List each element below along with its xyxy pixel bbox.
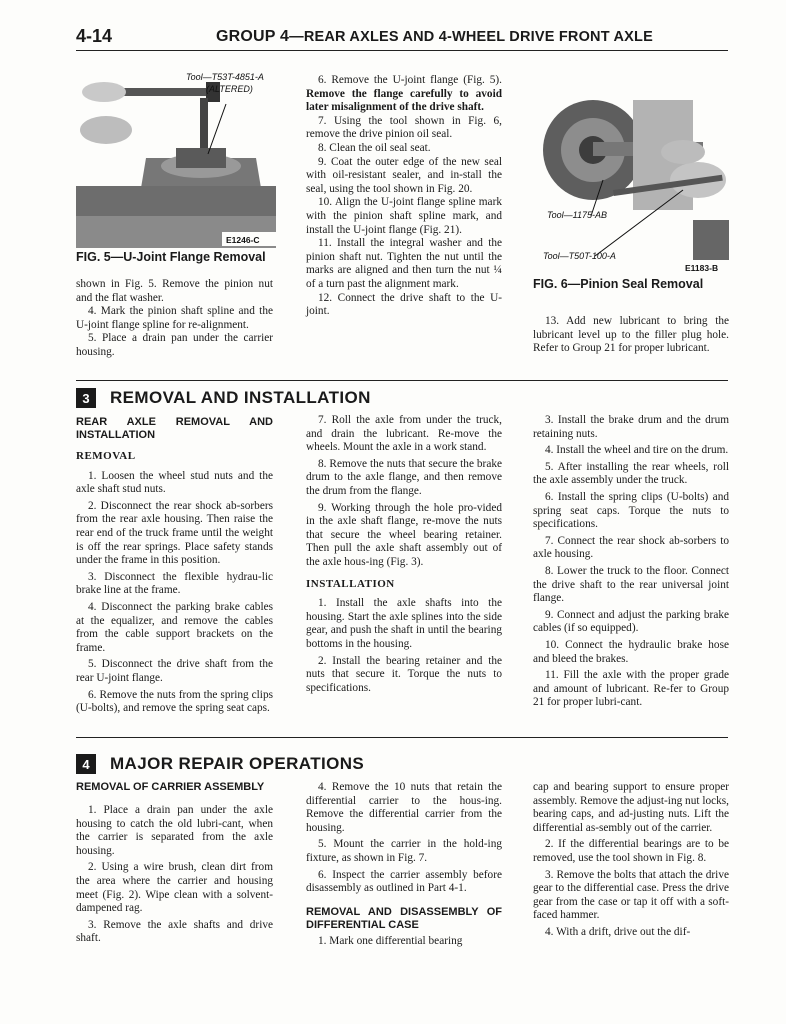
section-4-title: MAJOR REPAIR OPERATIONS <box>110 754 365 773</box>
paragraph: 1. Loosen the wheel stud nuts and the axle shaft stud nuts. <box>76 469 273 496</box>
section-4-number: 4 <box>76 754 96 774</box>
paragraph: 4. Install the wheel and tire on the drum. <box>545 444 729 457</box>
subhead-removal: REMOVAL <box>76 450 136 462</box>
paragraph: 6. Inspect the carrier assembly before disassembly as outlined in Part 4-1. <box>306 868 502 895</box>
page-number: 4-14 <box>76 26 113 46</box>
paragraph: 2. Disconnect the rear shock ab-sorbers from the rear axle housing. Then raise the rear end of the truck frame until the weight is off the rear springs. Place safety stands under the frame in this position. <box>76 499 273 567</box>
paragraph: 6. Install the spring clips (U-bolts) and spring seat caps. Torque the nuts to specifications. <box>533 490 729 531</box>
paragraph: 8. Clean the oil seal seat. <box>318 141 431 154</box>
section-3-number: 3 <box>76 388 96 408</box>
paragraph: 4. With a drift, drive out the dif- <box>545 925 691 938</box>
group-title <box>216 28 653 46</box>
paragraph: 3. Remove the axle shafts and drive shaft. <box>76 918 273 945</box>
paragraph: 6. Remove the nuts from the spring clips (U-bolts), and remove the spring seat caps. <box>76 688 273 715</box>
paragraph: 5. Mount the carrier in the hold-ing fixture, as shown in Fig. 7. <box>306 838 502 864</box>
paragraph: 4. Disconnect the parking brake cables at the equalizer, and remove the cables from the cable support brackets on the frame. <box>76 600 273 654</box>
section-4-col-2 <box>306 781 502 948</box>
paragraph: 7. Roll the axle from under the truck, and drain the lubricant. Re-move the wheels. Mount the axle in a work stand. <box>306 414 502 454</box>
fig6-tool-label-2: Tool—T50T-100-A <box>543 251 616 261</box>
section-3-rule <box>76 380 728 381</box>
paragraph: 9. Working through the hole pro-vided in the axle shaft flange, re-move the nuts that secure the wheel bearing retainer. Then pull the axle shaft assembly out of the axle hous-ing (Fig. 3). <box>306 501 502 568</box>
paragraph: shown in Fig. 5. Remove the pinion nut and the flat washer. <box>76 278 273 304</box>
paragraph: cap and bearing support to ensure proper assembly. Remove the adjust-ing nut locks, bearing caps, and ad-justing nuts. Lift the differential as-sembly out of the carrier. <box>533 781 729 834</box>
paragraph: 10. Align the U-joint flange spline mark with the pinion shaft spline mark, and install the U-joint flange (Fig. 21). <box>306 196 502 236</box>
paragraph: 2. Install the bearing retainer and the nuts that secure it. Torque the nuts to specifications. <box>306 654 502 694</box>
step-6-warning: Remove the flange carefully to avoid later misalignment of the drive shaft. <box>306 87 502 114</box>
fig6-illustration <box>533 70 729 274</box>
section-4-col-3 <box>533 781 729 940</box>
paragraph: 12. Connect the drive shaft to the U-joint. <box>306 291 502 318</box>
header-rule <box>76 50 728 51</box>
paragraph: 7. Using the tool shown in Fig. 6, remove the drive pinion oil seal. <box>306 114 502 141</box>
fig5-illustration <box>76 68 276 248</box>
paragraph <box>306 74 502 115</box>
section-3-col-2 <box>306 414 502 695</box>
section-3-heading <box>76 386 371 410</box>
paragraph: 11. Fill the axle with the proper grade and amount of lubricant. Re-fer to Group 21 for proper lubri-cant. <box>533 669 729 709</box>
paragraph: 10. Connect the hydraulic brake hose and bleed the brakes. <box>533 638 729 665</box>
page-header <box>76 26 728 50</box>
fig5-tool-label: Tool—T53T-4851-A <box>186 72 264 82</box>
section-3-col-1 <box>76 416 273 716</box>
fig5-caption: FIG. 5—U-Joint Flange Removal <box>76 250 266 264</box>
paragraph: 5. Place a drain pan under the carrier housing. <box>76 332 273 358</box>
subhead-installation: INSTALLATION <box>306 577 395 590</box>
paragraph: 4. Remove the 10 nuts that retain the differential carrier to the hous-ing. Remove the differential carrier from the housing. <box>306 781 502 834</box>
fig5-photo <box>76 68 276 248</box>
section-4-col-1 <box>76 781 273 946</box>
group-number: GROUP 4 <box>216 28 290 45</box>
paragraph: 11. Install the integral washer and the pinion shaft nut. Tighten the nut until the marks are aligned and then turn the nut ¼ of a turn past the alignment mark. <box>306 237 502 290</box>
paragraph: 3. Disconnect the flexible hydrau-lic brake line at the frame. <box>76 570 273 597</box>
step-6-text: 6. Remove the U-joint flange (Fig. 5). <box>318 74 502 86</box>
fig5-tool-note: (ALTERED) <box>206 84 253 94</box>
paragraph: 2. If the differential bearings are to be removed, use the tool shown in Fig. 8. <box>533 838 729 864</box>
paragraph: 5. After installing the rear wheels, roll the axle assembly under the truck. <box>533 460 729 487</box>
section-4-rule <box>76 737 728 738</box>
subhead-differential-case: REMOVAL AND DISASSEMBLY OF DIFFERENTIAL CASE <box>306 905 502 931</box>
subhead-removal-of-carrier: REMOVAL OF CARRIER ASSEMBLY <box>76 781 265 793</box>
fig6-code: E1183-B <box>685 263 719 273</box>
section-3-title: REMOVAL AND INSTALLATION <box>110 388 371 407</box>
paragraph: 3. Install the brake drum and the drum retaining nuts. <box>533 414 729 440</box>
paragraph: 7. Connect the rear shock ab-sorbers to axle housing. <box>533 534 729 561</box>
fig6-tool-label-1: Tool—1175-AB <box>547 210 608 220</box>
paragraph: 9. Coat the outer edge of the new seal with oil-resistant sealer, and in-stall the seal, using the tool shown in Fig. 20. <box>306 155 502 195</box>
paragraph: 5. Disconnect the drive shaft from the rear U-joint flange. <box>76 658 273 684</box>
paragraph: 13. Add new lubricant to bring the lubricant level up to the filler plug hole. Refer to Group 21 for proper lubricant. <box>533 315 729 355</box>
paragraph: 3. Remove the bolts that attach the drive gear to the differential case. Press the drive gear from the case or tap it off with a soft-faced hammer. <box>533 868 729 922</box>
paragraph: 1. Place a drain pan under the axle housing to catch the old lubri-cant, when the carrier is separated from the axle housing. <box>76 804 273 857</box>
top-left-column <box>76 278 273 360</box>
top-right-column <box>533 315 729 356</box>
fig6-caption: FIG. 6—Pinion Seal Removal <box>533 277 704 291</box>
paragraph: 8. Lower the truck to the floor. Connect the drive shaft to the rear universal joint flange. <box>533 564 729 605</box>
paragraph: 1. Install the axle shafts into the housing. Start the axle splines into the side gear, and push the shaft in until the bearing bottoms in the housing. <box>306 597 502 650</box>
paragraph: 4. Mark the pinion shaft spline and the U-joint flange spline for re-alignment. <box>76 305 273 331</box>
paragraph: 8. Remove the nuts that secure the brake drum to the axle flange, and then remove the drum from the flange. <box>306 457 502 497</box>
fig5-code: E1246-C <box>226 235 260 245</box>
paragraph: 1. Mark one differential bearing <box>318 934 463 947</box>
section-4-heading <box>76 752 364 776</box>
section-3-col-3 <box>533 414 729 710</box>
paragraph: 2. Using a wire brush, clean dirt from the area where the carrier and housing meet (Fig. 2). Wipe clean with a solvent-dampened rag. <box>76 861 273 915</box>
top-middle-column <box>306 74 502 319</box>
group-subtitle: —REAR AXLES AND 4-WHEEL DRIVE FRONT AXLE <box>289 29 653 45</box>
fig6-photo <box>533 70 729 274</box>
subhead-rear-axle: REAR AXLE REMOVAL AND INSTALLATION <box>76 416 273 441</box>
paragraph: 9. Connect and adjust the parking brake cables (if so equipped). <box>533 608 729 635</box>
